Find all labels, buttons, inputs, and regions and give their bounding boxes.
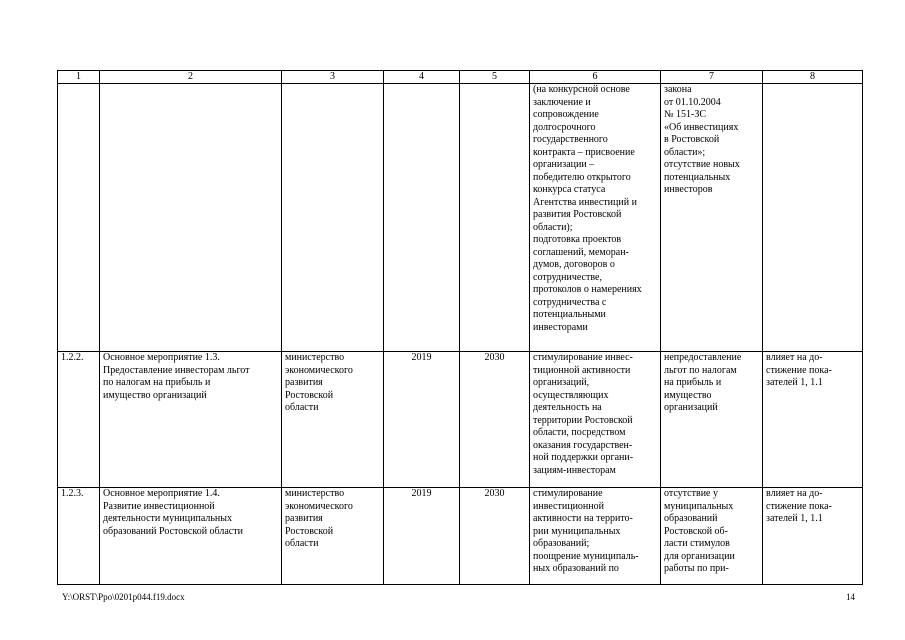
indicator-link-cell <box>763 84 863 352</box>
table-row <box>58 488 863 585</box>
measures-table <box>57 70 863 585</box>
row-number-cell: 1.2.2. <box>58 352 100 488</box>
column-number: 2 <box>100 71 282 84</box>
column-number: 8 <box>763 71 863 84</box>
file-path-footer: Y:\ORST\Ppo\0201p044.f19.docx <box>62 592 185 602</box>
table-row <box>58 352 863 488</box>
executor-cell <box>282 84 384 352</box>
consequences-cell: отсутствие у муниципальных образований Ростовской об- ласти стимулов для организации работы по при- <box>661 488 763 585</box>
executor-cell: министерство экономического развития Ростовской области <box>282 352 384 488</box>
start-year-cell: 2019 <box>384 488 460 585</box>
column-number: 3 <box>282 71 384 84</box>
table-row <box>58 84 863 352</box>
end-year-cell: 2030 <box>460 488 530 585</box>
consequences-cell: непредоставление льгот по налогам на прибыль и имущество организаций <box>661 352 763 488</box>
column-number: 4 <box>384 71 460 84</box>
executor-cell: министерство экономического развития Ростовской области <box>282 488 384 585</box>
end-year-cell <box>460 84 530 352</box>
row-number-cell: 1.2.3. <box>58 488 100 585</box>
measure-name-cell: Основное мероприятие 1.3. Предоставление инвесторам льгот по налогам на прибыль и имущество организаций <box>100 352 282 488</box>
row-number-cell <box>58 84 100 352</box>
column-number: 7 <box>661 71 763 84</box>
column-number-row <box>58 71 863 84</box>
indicator-link-cell: влияет на до- стижение пока- зателей 1, 1.1 <box>763 352 863 488</box>
consequences-cell: закона от 01.10.2004 № 151-ЗС «Об инвестициях в Ростовской области»; отсутствие новых потенциальных инвесторов <box>661 84 763 352</box>
expected-result-cell: стимулирование инвес- тиционной активности организаций, осуществляющих деятельность на территории Ростовской области, посредством оказания государствен- ной поддержки органи- зациям-инвесторам <box>530 352 661 488</box>
indicator-link-cell: влияет на до- стижение пока- зателей 1, 1.1 <box>763 488 863 585</box>
column-number: 6 <box>530 71 661 84</box>
start-year-cell <box>384 84 460 352</box>
expected-result-cell: (на конкурсной основе заключение и сопровождение долгосрочного государственного контракта – присвоение организации – победителю открытого конкурса статуса Агентства инвестиций и развития Ростовской области); подготовка проектов соглашений, меморан- думов, договоров о сотрудничестве, протоколов о намерениях сотрудничества с потенциальными инвесторами <box>530 84 661 352</box>
column-number: 1 <box>58 71 100 84</box>
page-number: 14 <box>846 592 855 602</box>
measure-name-cell <box>100 84 282 352</box>
column-number: 5 <box>460 71 530 84</box>
end-year-cell: 2030 <box>460 352 530 488</box>
expected-result-cell: стимулирование инвестиционной активности на террито- рии муниципальных образований; поощрение муниципаль- ных образований по <box>530 488 661 585</box>
start-year-cell: 2019 <box>384 352 460 488</box>
measure-name-cell: Основное мероприятие 1.4. Развитие инвестиционной деятельности муниципальных образований Ростовской области <box>100 488 282 585</box>
